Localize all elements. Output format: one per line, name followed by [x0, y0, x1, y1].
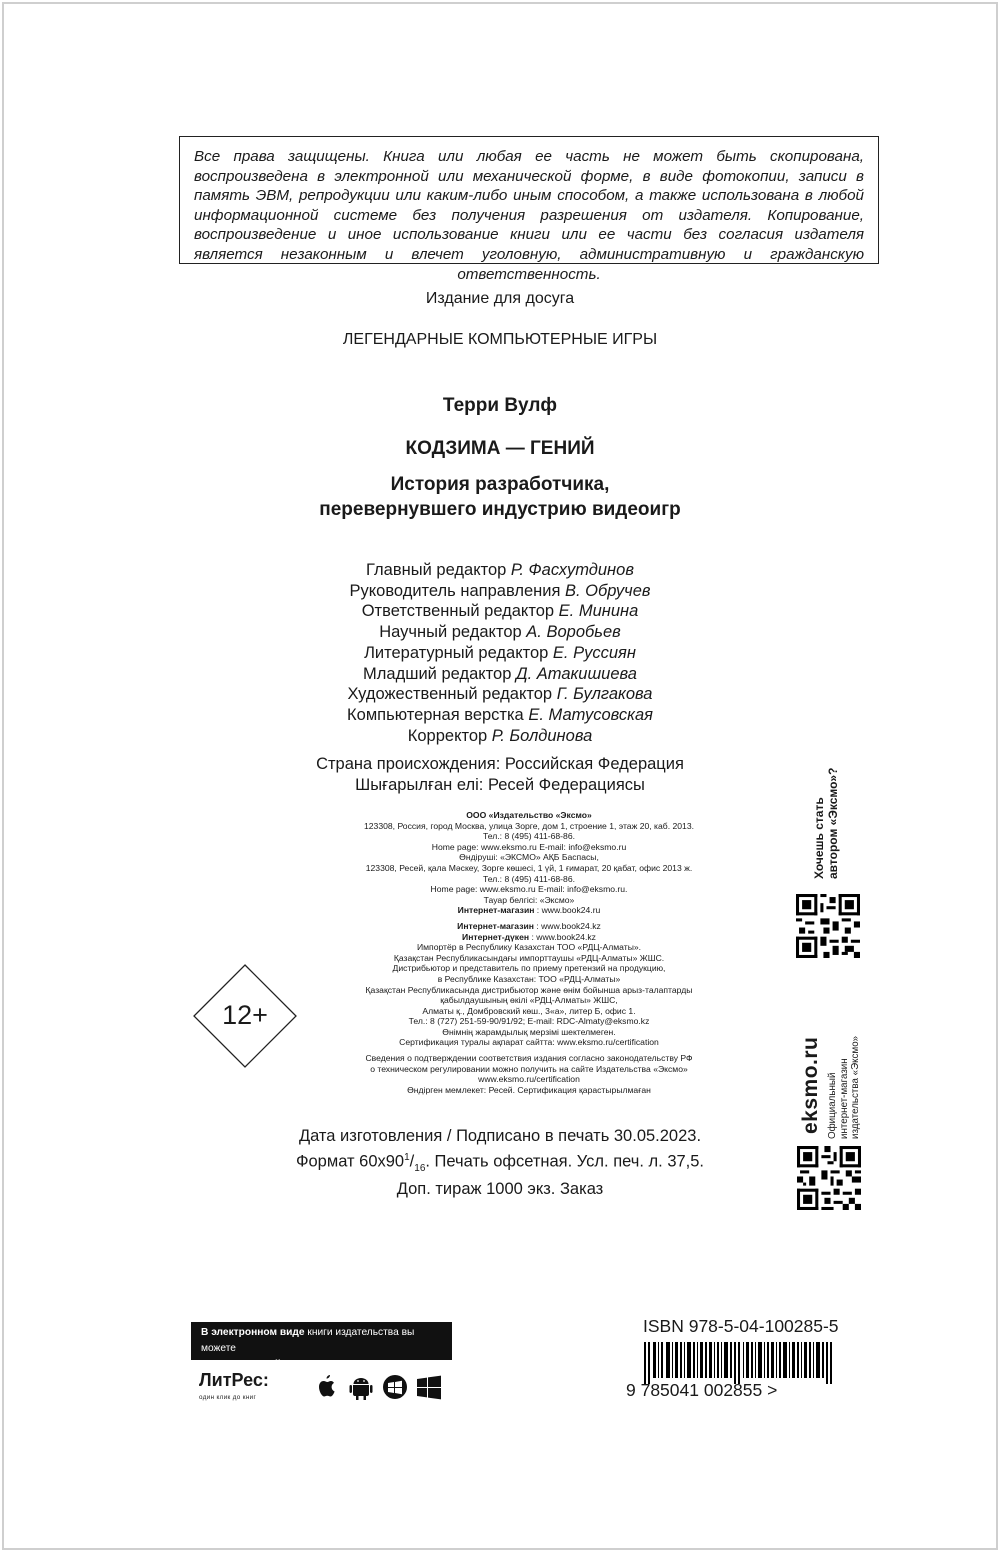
country-ru: Страна происхождения: Российская Федерация — [316, 755, 684, 773]
imprint-line: Қазақстан Республикасында дистрибьютор және өнім бойынша арыз-талаптарды — [365, 984, 693, 995]
apple-icon — [319, 1375, 335, 1397]
country-kz: Шығарылған елі: Ресей Федерациясы — [355, 776, 645, 794]
imprint-line: Өнімнің жарамдылық мерзімі шектелмеген. — [442, 1026, 616, 1037]
credit-line: Научный редактор А. Воробьев — [379, 623, 621, 642]
litres-banner[interactable] — [191, 1322, 452, 1410]
imprint-line: Алматы қ., Домбровский көш., 3«а», литер Б, офис 1. — [422, 1005, 636, 1016]
publisher-name: ООО «Издательство «Эксмо» — [466, 810, 592, 820]
imprint-line: Импортёр в Республику Казахстан ТОО «РДЦ-Алматы». — [416, 942, 642, 953]
barcode-digits: 9 785041 002855 > — [626, 1380, 778, 1400]
subtitle-line-2: перевернувшего индустрию видеоигр — [319, 499, 681, 520]
credit-line: Корректор Р. Болдинова — [407, 726, 593, 745]
imprint-line: Home page: www.eksmo.ru E-mail: info@eksmo.ru — [431, 841, 627, 852]
credit-line: Ответственный редактор Е. Минина — [361, 602, 639, 621]
windows-icon — [417, 1376, 441, 1400]
imprint-line: Қазақстан Республикасындағы импорттаушы «РДЦ-Алматы» ЖШС. — [393, 952, 665, 963]
imprint-line: Өндірген мемлекет: Ресей. Сертификация қарастырылмаған — [407, 1084, 651, 1095]
age-rating-text: 12+ — [222, 1000, 268, 1030]
imprint-line: Home page: www.eksmo.ru E-mail: info@eksmo.ru. — [430, 884, 628, 895]
editorial-credits — [4, 560, 996, 746]
android-icon — [350, 1378, 373, 1400]
platform-icons — [317, 1374, 447, 1402]
credit-line: Главный редактор Р. Фасхутдинов — [366, 561, 634, 579]
imprint-line: қабылдаушының өкілі «РДЦ-Алматы» ЖШС, — [440, 995, 618, 1006]
shop-kz: Интернет-магазин : www.book24.kz — [457, 920, 601, 931]
imprint-line: Тел.: 8 (495) 411-68-86. — [483, 831, 575, 842]
imprint-line: Өндіруші: «ЭКСМО» АҚБ Баспасы, — [459, 852, 599, 863]
litres-slogan: один клик до книг — [199, 1394, 257, 1401]
shop-kk: Интернет-дүкен : www.book24.kz — [462, 931, 596, 942]
credit-line: Руководитель направления В. Обручев — [349, 581, 651, 600]
print-date: Дата изготовления / Подписано в печать 30.05.2023. — [298, 1127, 702, 1145]
imprint-line: Сведения о подтверждении соответствия издания согласно законодательству РФ — [365, 1053, 693, 1064]
eksmo-site-vertical: eksmo.ru — [799, 1036, 822, 1134]
genre-label: Издание для досуга — [425, 290, 575, 307]
credit-line: Литературный редактор Е. Руссиян — [364, 643, 636, 662]
imprint-line: Дистрибьютор и представитель по приему претензий на продукцию, — [392, 963, 666, 974]
imprint-line: в Республике Казахстан: ТОО «РДЦ-Алматы» — [437, 973, 621, 984]
credit-line: Компьютерная верстка Е. Матусовская — [347, 705, 653, 724]
windows-phone-icon — [383, 1375, 407, 1399]
author-name: Терри Вулф — [442, 395, 558, 416]
shop-ru: Интернет-магазин : www.book24.ru — [457, 905, 601, 916]
barcode-icon — [626, 1342, 858, 1384]
book-imprint-page — [2, 2, 998, 1550]
imprint-line: Тел.: 8 (495) 411-68-86. — [483, 873, 575, 884]
credit-line: Младший редактор Д. Атакишиева — [363, 664, 637, 683]
imprint-line: 123308, Ресей, қала Мәскеу, Зорге көшесі, 1 үй, 1 ғимарат, 20 қабат, офис 2013 ж. — [365, 862, 693, 873]
country-of-origin — [4, 754, 996, 796]
print-run: Доп. тираж 1000 экз. Заказ — [396, 1179, 604, 1198]
imprint-line: Сертификация туралы ақпарат сайтта: www.eksmo.ru/certification — [399, 1037, 659, 1048]
imprint-line: www.eksmo.ru/certification — [478, 1074, 580, 1085]
copyright-notice: Все права защищены. Книга или любая ее часть не может быть скопирована, воспроизведена в электронной или механической форме, в виде фотокопии, записи в память ЭВМ, репродукции или каким-либо иным способом, а также использована в любой информационной системе без получения разрешения от издателя. Копирование, воспроизведение и иное использование книги или ее части без согласия издателя является незаконным и влечет уголовную, административную и гражданскую ответственность. — [179, 136, 879, 264]
age-rating-badge — [193, 964, 297, 1068]
imprint-line: Тел.: 8 (727) 251-59-90/91/92; E-mail: RDC-Almaty@eksmo.kz — [408, 1016, 650, 1027]
print-format: Формат $60x90^1/_{16}$. Печать офсетная. Усл. печ. л. 37,5. — [295, 1152, 705, 1174]
qr-code-shop-icon[interactable] — [797, 1146, 861, 1210]
become-author-text: Хочешь стать автором «Эксмо»? — [812, 767, 840, 879]
imprint-line: Тауар белгісі: «Эксмо» — [483, 894, 575, 905]
imprint-line: 123308, Россия, город Москва, улица Зорге, дом 1, строение 1, этаж 20, каб. 2013. — [364, 820, 694, 831]
isbn-number: ISBN 978-5-04-100285-5 — [643, 1316, 839, 1336]
litres-banner-text: В электронном виде книги издательства вы можете купить на www.litres.ru — [191, 1322, 452, 1360]
series-name: ЛЕГЕНДАРНЫЕ КОМПЬЮТЕРНЫЕ ИГРЫ — [342, 331, 658, 348]
qr-code-author-icon[interactable] — [796, 894, 860, 958]
credit-line: Художественный редактор Г. Булгакова — [347, 685, 653, 704]
litres-logo: ЛитРес: — [199, 1370, 269, 1390]
book-subtitle — [4, 472, 996, 522]
official-shop-text: Официальный интернет-магазин издательства «Эксмо» — [827, 1035, 861, 1139]
subtitle-line-1: История разработчика, — [390, 474, 610, 495]
imprint-line: о техническом регулировании можно получить на сайте Издательства «Эксмо» — [370, 1063, 688, 1074]
book-title: КОДЗИМА — ГЕНИЙ — [405, 438, 595, 459]
